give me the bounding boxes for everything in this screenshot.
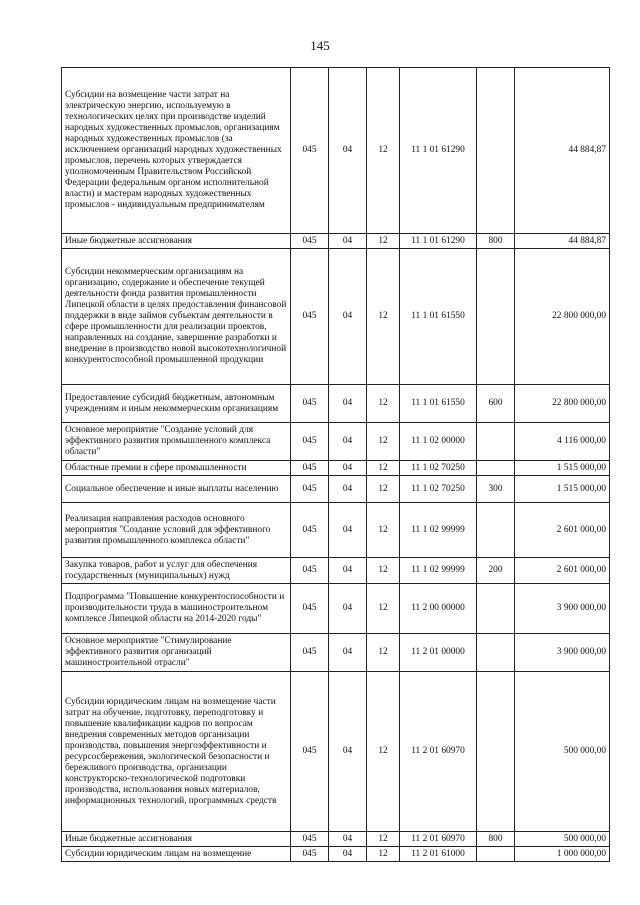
row-name: Основное мероприятие "Создание условий для эффективного развития промышленного комплекса области" [62, 423, 291, 461]
expense-type-code [477, 461, 515, 476]
subsection-code: 12 [367, 558, 400, 584]
amount: 500 000,00 [515, 832, 610, 847]
target-article-code: 11 1 01 61550 [400, 385, 477, 423]
subsection-code: 12 [367, 461, 400, 476]
section-code: 04 [329, 476, 367, 503]
amount: 22 800 000,00 [515, 249, 610, 385]
expense-type-code [477, 584, 515, 634]
table-row [62, 68, 610, 234]
amount: 2 601 000,00 [515, 503, 610, 558]
amount: 3 900 000,00 [515, 634, 610, 672]
table-row [62, 634, 610, 672]
expense-type-code [477, 423, 515, 461]
table-row [62, 476, 610, 503]
amount: 1 000 000,00 [515, 847, 610, 862]
section-code: 04 [329, 847, 367, 862]
amount: 500 000,00 [515, 672, 610, 832]
subsection-code: 12 [367, 385, 400, 423]
subsection-code: 12 [367, 672, 400, 832]
ministry-code: 045 [291, 423, 329, 461]
section-code: 04 [329, 634, 367, 672]
row-name: Предоставление субсидий бюджетным, автономным учреждениям и иным некоммерческим организациям [62, 385, 291, 423]
section-code: 04 [329, 68, 367, 234]
budget-table [61, 67, 610, 862]
expense-type-code [477, 672, 515, 832]
table-row [62, 249, 610, 385]
expense-type-code: 800 [477, 832, 515, 847]
expense-type-code [477, 847, 515, 862]
table-row [62, 385, 610, 423]
expense-type-code [477, 634, 515, 672]
expense-type-code [477, 68, 515, 234]
amount: 22 800 000,00 [515, 385, 610, 423]
ministry-code: 045 [291, 503, 329, 558]
target-article-code: 11 2 01 60970 [400, 832, 477, 847]
amount: 44 884,87 [515, 68, 610, 234]
amount: 3 900 000,00 [515, 584, 610, 634]
table-row [62, 503, 610, 558]
page-number: 145 [310, 38, 330, 53]
row-name: Субсидии некоммерческим организациям на организацию, содержание и обеспечение текущей деятельности фонда развития промышленности Липецкой области в целях предоставления финансовой поддержки в виде займов субъектам деятельности в сфере промышленности для реализации проектов, направленных на создание, завершение разработки и внедрение в производство новой высокотехнологичной конкурентоспособной промышленной продукции [62, 249, 291, 385]
row-name: Иные бюджетные ассигнования [62, 832, 291, 847]
ministry-code: 045 [291, 672, 329, 832]
section-code: 04 [329, 249, 367, 385]
section-code: 04 [329, 385, 367, 423]
ministry-code: 045 [291, 558, 329, 584]
amount: 1 515 000,00 [515, 476, 610, 503]
target-article-code: 11 1 02 99999 [400, 503, 477, 558]
table-row [62, 558, 610, 584]
section-code: 04 [329, 584, 367, 634]
row-name: Подпрограмма "Повышение конкурентоспособности и производительности труда в машиностроительном комплексе Липецкой области на 2014-2020 годы" [62, 584, 291, 634]
subsection-code: 12 [367, 503, 400, 558]
target-article-code: 11 2 01 61000 [400, 847, 477, 862]
target-article-code: 11 1 02 00000 [400, 423, 477, 461]
row-name: Субсидии на возмещение части затрат на электрическую энергию, используемую в технологических целях при производстве изделий народных художественных промыслов, организациям народных художественных промыслов (за исключением организаций народных художественных промыслов, перечень которых утверждается уполномоченным Правительством Российской Федерации федеральным органом исполнительной власти) и мастерам народных художественных промыслов - индивидуальным предпринимателям [62, 68, 291, 234]
ministry-code: 045 [291, 584, 329, 634]
amount: 1 515 000,00 [515, 461, 610, 476]
ministry-code: 045 [291, 476, 329, 503]
section-code: 04 [329, 503, 367, 558]
target-article-code: 11 2 01 00000 [400, 634, 477, 672]
ministry-code: 045 [291, 249, 329, 385]
ministry-code: 045 [291, 234, 329, 249]
section-code: 04 [329, 558, 367, 584]
ministry-code: 045 [291, 832, 329, 847]
subsection-code: 12 [367, 476, 400, 503]
section-code: 04 [329, 832, 367, 847]
target-article-code: 11 2 00 00000 [400, 584, 477, 634]
section-code: 04 [329, 234, 367, 249]
table-row [62, 234, 610, 249]
row-name: Субсидии юридическим лицам на возмещение [62, 847, 291, 862]
ministry-code: 045 [291, 385, 329, 423]
subsection-code: 12 [367, 634, 400, 672]
table-row [62, 672, 610, 832]
subsection-code: 12 [367, 423, 400, 461]
row-name: Реализация направления расходов основного мероприятия "Создание условий для эффективного развития промышленного комплекса области" [62, 503, 291, 558]
amount: 44 884,87 [515, 234, 610, 249]
table-row [62, 584, 610, 634]
table-row [62, 423, 610, 461]
row-name: Иные бюджетные ассигнования [62, 234, 291, 249]
row-name: Субсидии юридическим лицам на возмещение части затрат на обучение, подготовку, переподготовку и повышение квалификации кадров по вопросам внедрения современных методов организации производства, повышения энергоэффективности и ресурсосбережения, экологической безопасности и бережливого производства, организации конструкторско-технологической подготовки производства, использования новых материалов, информационных технологий, программных средств [62, 672, 291, 832]
ministry-code: 045 [291, 68, 329, 234]
expense-type-code [477, 249, 515, 385]
section-code: 04 [329, 672, 367, 832]
target-article-code: 11 1 01 61290 [400, 234, 477, 249]
table-row [62, 832, 610, 847]
amount: 2 601 000,00 [515, 558, 610, 584]
section-code: 04 [329, 461, 367, 476]
ministry-code: 045 [291, 634, 329, 672]
target-article-code: 11 1 02 70250 [400, 476, 477, 503]
expense-type-code [477, 503, 515, 558]
target-article-code: 11 1 02 99999 [400, 558, 477, 584]
expense-type-code: 300 [477, 476, 515, 503]
amount: 4 116 000,00 [515, 423, 610, 461]
subsection-code: 12 [367, 832, 400, 847]
subsection-code: 12 [367, 249, 400, 385]
target-article-code: 11 2 01 60970 [400, 672, 477, 832]
row-name: Основное мероприятие "Стимулирование эффективного развития организаций машиностроительной отрасли" [62, 634, 291, 672]
table-row [62, 461, 610, 476]
expense-type-code: 200 [477, 558, 515, 584]
subsection-code: 12 [367, 68, 400, 234]
row-name: Закупка товаров, работ и услуг для обеспечения государственных (муниципальных) нужд [62, 558, 291, 584]
row-name: Социальное обеспечение и иные выплаты населению [62, 476, 291, 503]
target-article-code: 11 1 01 61550 [400, 249, 477, 385]
target-article-code: 11 1 01 61290 [400, 68, 477, 234]
table-row [62, 847, 610, 862]
expense-type-code: 800 [477, 234, 515, 249]
target-article-code: 11 1 02 70250 [400, 461, 477, 476]
expense-type-code: 600 [477, 385, 515, 423]
subsection-code: 12 [367, 584, 400, 634]
subsection-code: 12 [367, 234, 400, 249]
subsection-code: 12 [367, 847, 400, 862]
section-code: 04 [329, 423, 367, 461]
ministry-code: 045 [291, 461, 329, 476]
ministry-code: 045 [291, 847, 329, 862]
row-name: Областные премии в сфере промышленности [62, 461, 291, 476]
